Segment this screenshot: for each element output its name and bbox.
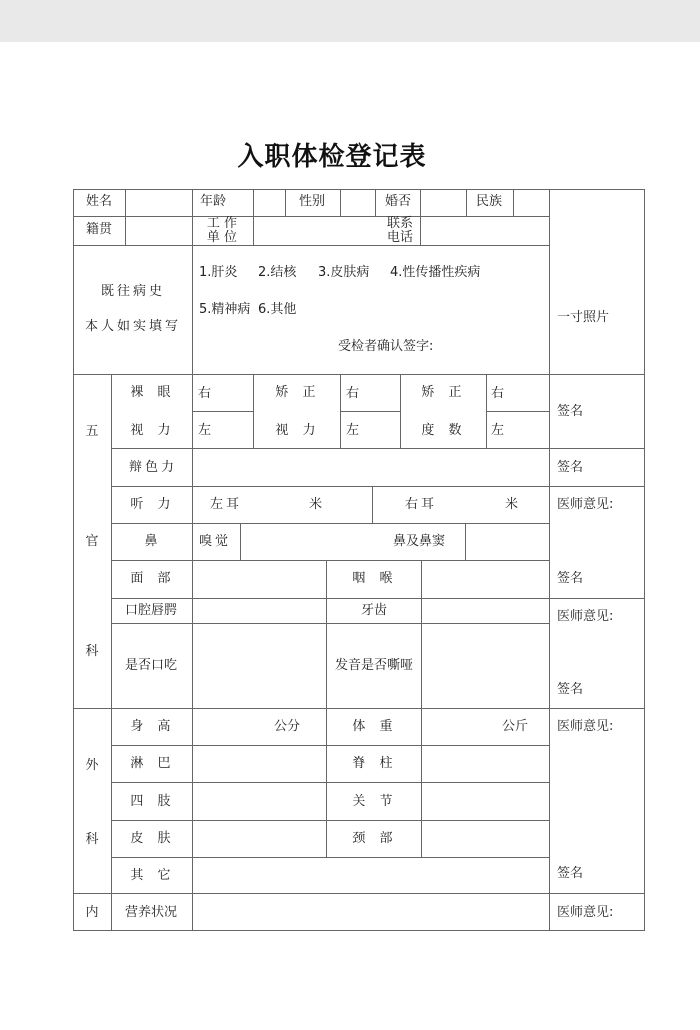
- contact-label-line1: 联系: [386, 216, 414, 231]
- age-label: 年龄: [199, 194, 227, 209]
- photo-label: 一寸照片: [557, 310, 610, 325]
- spine-label: 脊 柱: [352, 756, 398, 771]
- other-label: 其 它: [130, 868, 176, 883]
- facial-section-char-2: 官: [85, 534, 99, 549]
- vision-label: 视 力: [130, 423, 176, 438]
- degree-right-label: 右: [491, 386, 505, 401]
- corrected-right-label: 右: [346, 386, 360, 401]
- history-label: 既往病史: [100, 284, 166, 299]
- lymph-label: 淋 巴: [130, 756, 176, 771]
- hoarse-label: 发音是否嘶哑: [334, 658, 414, 673]
- smell-label: 嗅觉: [199, 534, 232, 549]
- weight-label: 体 重: [352, 719, 398, 734]
- history-item-std: 4.性传播性疾病: [390, 265, 481, 280]
- history-sublabel: 本人如实填写: [84, 319, 182, 334]
- native-place-label: 籍贯: [85, 222, 113, 237]
- history-item-hepatitis: 1.肝炎: [199, 265, 238, 280]
- work-unit-label-line1: 工 作: [206, 216, 238, 231]
- limbs-label: 四 肢: [130, 794, 176, 809]
- marital-label: 婚否: [384, 194, 412, 209]
- degree-left-label: 左: [491, 423, 505, 438]
- surgery-section-char-2: 科: [85, 832, 99, 847]
- ethnicity-label: 民族: [475, 194, 503, 209]
- weight-unit-label: 公斤: [502, 719, 529, 734]
- degree-label: 度 数: [421, 423, 467, 438]
- top-bar: [0, 0, 700, 42]
- facial-section-char-3: 科: [85, 644, 99, 659]
- form-title: 入职体检登记表: [237, 142, 427, 172]
- color-signature-label: 签名: [557, 460, 584, 475]
- nose-label: 鼻: [144, 534, 158, 549]
- history-item-mental: 5.精神病: [199, 302, 251, 317]
- left-ear-label: 左耳: [210, 497, 243, 512]
- examinee-signature-label: 受检者确认签字:: [338, 339, 434, 354]
- history-item-skin-disease: 3.皮肤病: [318, 265, 370, 280]
- face-label: 面 部: [130, 571, 176, 586]
- surgery-signature-label: 签名: [557, 866, 584, 881]
- left-ear-meter-label: 米: [309, 497, 323, 512]
- nose-face-signature-label: 签名: [557, 571, 584, 586]
- corrected-vision-label: 视 力: [275, 423, 321, 438]
- name-label: 姓名: [85, 194, 113, 209]
- oral-signature-label: 签名: [557, 682, 584, 697]
- oral-doctor-opinion-label: 医师意见:: [557, 609, 614, 624]
- internal-section-char: 内: [85, 905, 99, 920]
- naked-eye-label: 裸 眼: [130, 385, 176, 400]
- correction-label-2: 矫 正: [421, 385, 467, 400]
- surgery-doctor-opinion-label: 医师意见:: [557, 719, 614, 734]
- color-sense-label: 辩色力: [128, 460, 178, 475]
- eye-signature-label: 签名: [557, 404, 584, 419]
- right-ear-label: 右耳: [405, 497, 438, 512]
- sinus-label: 鼻及鼻窦: [392, 534, 446, 549]
- naked-left-label: 左: [198, 423, 212, 438]
- internal-doctor-opinion-label: 医师意见:: [557, 905, 614, 920]
- corrected-left-label: 左: [346, 423, 360, 438]
- skin-label: 皮 肤: [130, 831, 176, 846]
- hearing-label: 听 力: [130, 497, 176, 512]
- work-unit-label-line2: 单 位: [206, 230, 238, 245]
- correction-label: 矫 正: [275, 385, 321, 400]
- joints-label: 关 节: [352, 794, 398, 809]
- hearing-doctor-opinion-label: 医师意见:: [557, 497, 614, 512]
- right-ear-meter-label: 米: [505, 497, 519, 512]
- contact-label-line2: 电话: [386, 230, 414, 245]
- surgery-section-char-1: 外: [85, 758, 99, 773]
- height-unit-label: 公分: [274, 719, 301, 734]
- facial-section-char-1: 五: [85, 424, 99, 439]
- neck-label: 颈 部: [352, 831, 398, 846]
- throat-label: 咽 喉: [352, 571, 398, 586]
- height-label: 身 高: [130, 719, 176, 734]
- history-item-other: 6.其他: [258, 302, 297, 317]
- oral-label: 口腔唇腭: [124, 603, 178, 618]
- teeth-label: 牙齿: [360, 603, 388, 618]
- nutrition-label: 营养状况: [124, 905, 178, 920]
- naked-right-label: 右: [198, 386, 212, 401]
- stutter-label: 是否口吃: [124, 658, 178, 673]
- history-item-tuberculosis: 2.结核: [258, 265, 297, 280]
- gender-label: 性别: [298, 194, 326, 209]
